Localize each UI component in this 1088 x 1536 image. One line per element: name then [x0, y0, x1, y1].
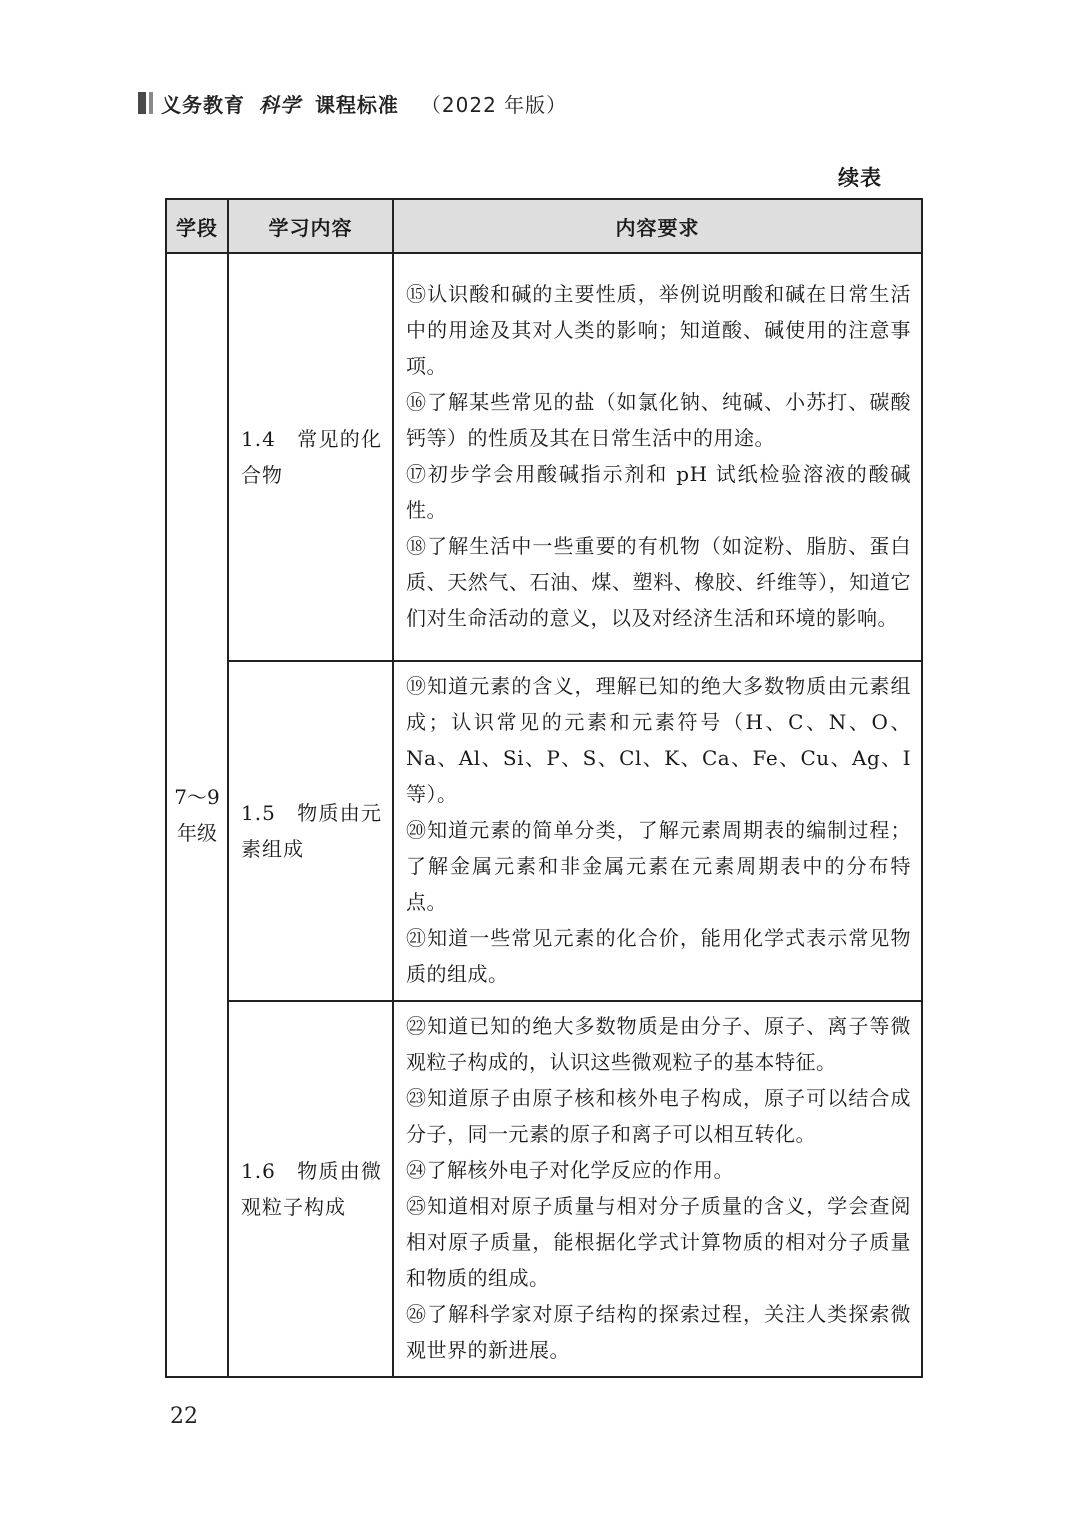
requirement-item: ⑮认识酸和碱的主要性质，举例说明酸和碱在日常生活中的用途及其对人类的影响；知道酸、碱使用的注意事项。	[406, 282, 911, 378]
column-header-stage: 学段	[166, 199, 228, 253]
column-header-content: 学习内容	[228, 199, 393, 253]
stage-grades: 7～9	[174, 785, 220, 809]
requirement-item: ㉖了解科学家对原子结构的探索过程，关注人类探索微观世界的新进展。	[406, 1302, 911, 1362]
requirement-item: ⑱了解生活中一些重要的有机物（如淀粉、脂肪、蛋白质、天然气、石油、煤、塑料、橡胶、纤维等），知道它们对生命活动的意义，以及对经济生活和环境的影响。	[406, 534, 911, 630]
requirement-item: ㉔了解核外电子对化学反应的作用。	[406, 1158, 734, 1182]
topic-title: 1.6 物质由微观粒子构成	[241, 1159, 382, 1219]
continued-label: 续表	[838, 166, 882, 190]
stage-cell	[166, 253, 228, 1377]
header-book: 义务教育	[161, 92, 245, 117]
running-header	[138, 88, 567, 118]
requirement-item: ⑲知道元素的含义，理解已知的绝大多数物质由元素组成；认识常见的元素和元素符号（H、C、N、O、Na、Al、Si、P、S、Cl、K、Ca、Fe、Cu、Ag、I 等）。	[406, 674, 911, 806]
requirements-cell	[393, 661, 922, 1001]
column-header-requirements: 内容要求	[393, 199, 922, 253]
requirements-cell	[393, 253, 922, 661]
requirement-item: ㉑知道一些常见元素的化合价，能用化学式表示常见物质的组成。	[406, 926, 911, 986]
header-standard: 课程标准	[314, 92, 399, 117]
requirement-item: ㉓知道原子由原子核和核外电子构成，原子可以结合成分子，同一元素的原子和离子可以相互转化。	[406, 1086, 911, 1146]
topic-cell	[228, 253, 393, 661]
requirement-item: ㉒知道已知的绝大多数物质是由分子、原子、离子等微观粒子构成的，认识这些微观粒子的基本特征。	[406, 1014, 911, 1074]
table-row	[166, 1001, 922, 1377]
table-row	[166, 661, 922, 1001]
header-bar-thick	[138, 92, 146, 114]
stage-grade-suffix: 年级	[177, 821, 217, 845]
header-subject: 科学	[258, 92, 301, 117]
table-header-row	[166, 199, 922, 253]
topic-cell	[228, 661, 393, 1001]
requirement-item: ㉕知道相对原子质量与相对分子质量的含义，学会查阅相对原子质量，能根据化学式计算物质的相对分子质量和物质的组成。	[406, 1194, 911, 1290]
requirements-cell	[393, 1001, 922, 1377]
header-edition: （2022 年版）	[420, 92, 568, 117]
requirement-item: ⑯了解某些常见的盐（如氯化钠、纯碱、小苏打、碳酸钙等）的性质及其在日常生活中的用途。	[406, 390, 911, 450]
curriculum-table	[165, 198, 923, 1378]
header-bar-thin	[149, 92, 153, 114]
header-bars-decoration	[138, 92, 153, 114]
topic-title: 1.5 物质由元素组成	[241, 801, 382, 861]
topic-title: 1.4 常见的化合物	[241, 427, 382, 487]
header-title	[161, 89, 567, 118]
topic-cell	[228, 1001, 393, 1377]
requirement-item: ⑳知道元素的简单分类，了解元素周期表的编制过程；了解金属元素和非金属元素在元素周期表中的分布特点。	[406, 818, 911, 914]
page-number: 22	[170, 1404, 198, 1429]
requirement-item: ⑰初步学会用酸碱指示剂和 pH 试纸检验溶液的酸碱性。	[406, 462, 911, 522]
table-row	[166, 253, 922, 661]
